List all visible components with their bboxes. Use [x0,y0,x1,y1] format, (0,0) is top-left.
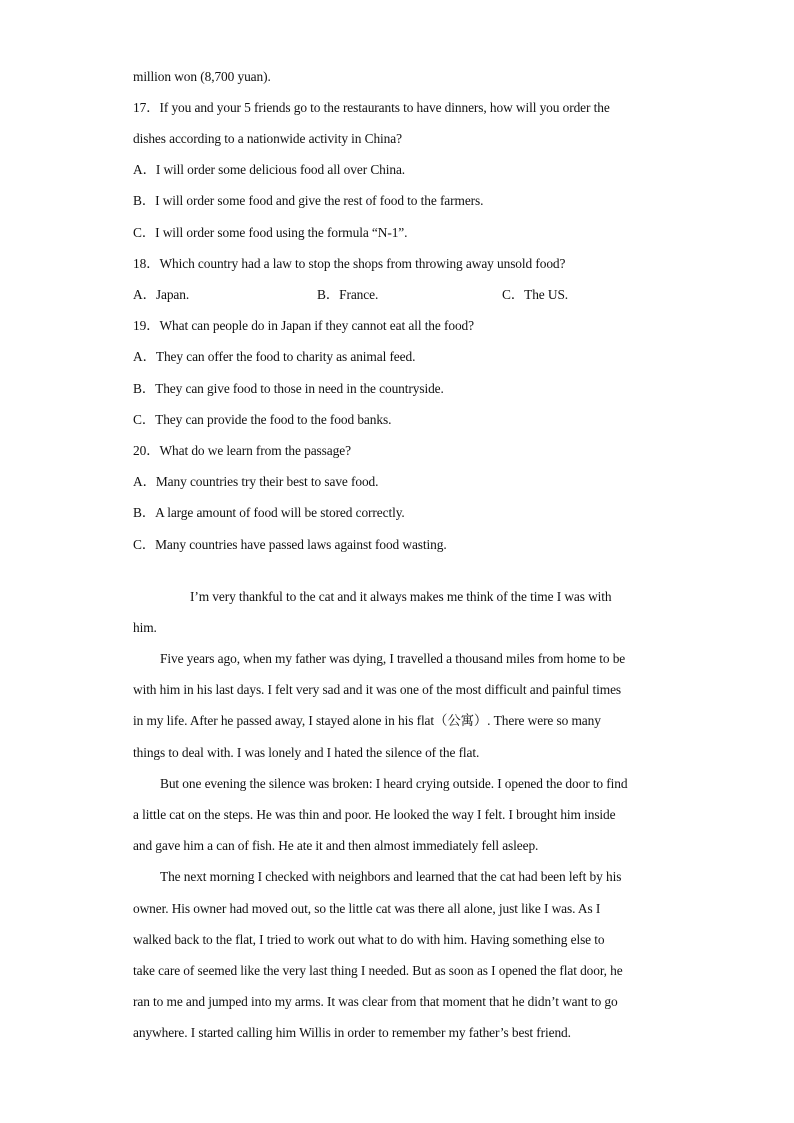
question-17-stem-line-2: dishes according to a nationwide activity in China? [133,131,402,146]
passage-line: a little cat on the steps. He was thin and poor. He looked the way I felt. I brought him inside [133,807,616,822]
passage-line: walked back to the flat, I tried to work out what to do with him. Having something else to [133,932,605,947]
continuation-text: million won (8,700 yuan). [133,69,271,84]
passage-line: him. [133,620,157,635]
passage-line: Five years ago, when my father was dying, I travelled a thousand miles from home to be [160,651,626,666]
question-20-option-b: B．A large amount of food will be stored correctly. [133,505,405,520]
question-20-option-a: A．Many countries try their best to save food. [133,474,379,489]
question-19-stem: 19．What can people do in Japan if they cannot eat all the food? [133,318,474,333]
question-18-stem: 18．Which country had a law to stop the shops from throwing away unsold food? [133,256,566,271]
passage-line: take care of seemed like the very last thing I needed. But as soon as I opened the flat door, he [133,963,623,978]
question-17-option-a: A．I will order some delicious food all over China. [133,162,406,177]
passage-line: I’m very thankful to the cat and it always makes me think of the time I was with [190,589,612,604]
question-19-option-a: A．They can offer the food to charity as animal feed. [133,349,416,364]
question-18-option-b: B．France. [317,287,379,302]
passage-line: anywhere. I started calling him Willis in order to remember my father’s best friend. [133,1025,571,1040]
question-19-option-b: B．They can give food to those in need in the countryside. [133,381,444,396]
passage-line: things to deal with. I was lonely and I hated the silence of the flat. [133,745,480,760]
passage-line: ran to me and jumped into my arms. It was clear from that moment that he didn’t want to go [133,994,618,1009]
question-17-stem-line-1: 17．If you and your 5 friends go to the restaurants to have dinners, how will you order the [133,100,610,115]
question-17-option-b: B．I will order some food and give the rest of food to the farmers. [133,193,484,208]
passage-line: and gave him a can of fish. He ate it and then almost immediately fell asleep. [133,838,539,853]
passage-line: The next morning I checked with neighbors and learned that the cat had been left by his [160,869,622,884]
passage-line: with him in his last days. I felt very sad and it was one of the most difficult and painful times [133,682,622,697]
passage-line: in my life. After he passed away, I stayed alone in his flat（公寓）. There were so many [133,713,601,728]
passage-line: owner. His owner had moved out, so the little cat was there all alone, just like I was. As I [133,901,601,916]
question-18-option-c: C．The US. [502,287,569,302]
question-20-option-c: C．Many countries have passed laws against food wasting. [133,537,447,552]
question-20-stem: 20．What do we learn from the passage? [133,443,351,458]
question-19-option-c: C．They can provide the food to the food banks. [133,412,392,427]
question-18-option-a: A．Japan. [133,287,190,302]
question-17-option-c: C．I will order some food using the formula “N-1”. [133,225,408,240]
passage-line: But one evening the silence was broken: I heard crying outside. I opened the door to find [160,776,628,791]
